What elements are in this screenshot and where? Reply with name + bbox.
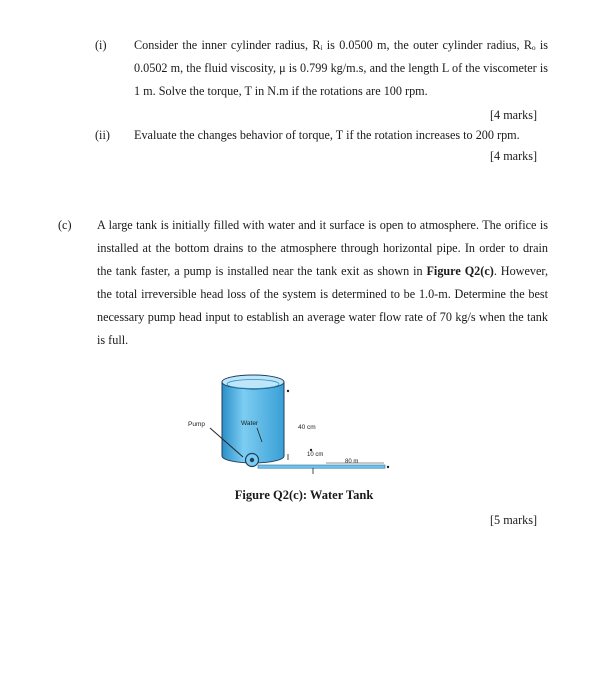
water-label: Water <box>241 420 259 427</box>
part-i-marks: [4 marks] <box>490 108 538 122</box>
pipe-height-label: 10 cm <box>307 452 324 458</box>
height-label: 40 cm <box>298 424 316 431</box>
figure-reference: Figure Q2(c) <box>426 264 494 278</box>
part-i-text: Consider the inner cylinder radius, Rᵢ is 0.0500 m, the outer cylinder radius, Rₒ is 0.0502 m, the fluid viscosity, μ is 0.799 kg/m.s, and the length L of the viscometer is 1 m. Solve the torque, T in N.m if the rotations are 100 rpm. <box>134 38 548 98</box>
part-i-label: (i) <box>95 38 107 52</box>
pump-hub <box>250 458 254 462</box>
tank-top <box>222 375 284 389</box>
pump-label: Pump <box>188 421 205 428</box>
part-ii-marks: [4 marks] <box>490 149 538 163</box>
end-marker-dot <box>387 466 389 468</box>
part-c-text <box>97 214 548 352</box>
top-marker-dot <box>287 390 289 392</box>
part-ii-label: (ii) <box>95 128 110 142</box>
discharge-pipe <box>258 465 385 468</box>
part-c-text-start: A large tank is initially filled with water and it surface is open to atmosphere. The orifice is installed at the bottom drains to the atmosphere through horizontal pipe. In order to drain the tank faster, a pump is installed near the tank exit as shown in <box>97 218 548 278</box>
pipe-length-label: 80 m <box>345 459 359 465</box>
figure-caption: Figure Q2(c): Water Tank <box>234 488 374 502</box>
water-tank-figure <box>0 360 608 490</box>
part-c-marks: [5 marks] <box>490 513 538 527</box>
mid-marker-dot <box>310 449 312 451</box>
part-ii-text: Evaluate the changes behavior of torque, T if the rotation increases to 200 rpm. <box>134 128 520 142</box>
part-c-text-end: . However, the total irreversible head loss of the system is determined to be 1.0-m. Determine the best necessary pump head input to establish an average water flow rate of 70 kg/s when the tank is full. <box>97 264 549 347</box>
part-c-label: (c) <box>58 218 72 232</box>
